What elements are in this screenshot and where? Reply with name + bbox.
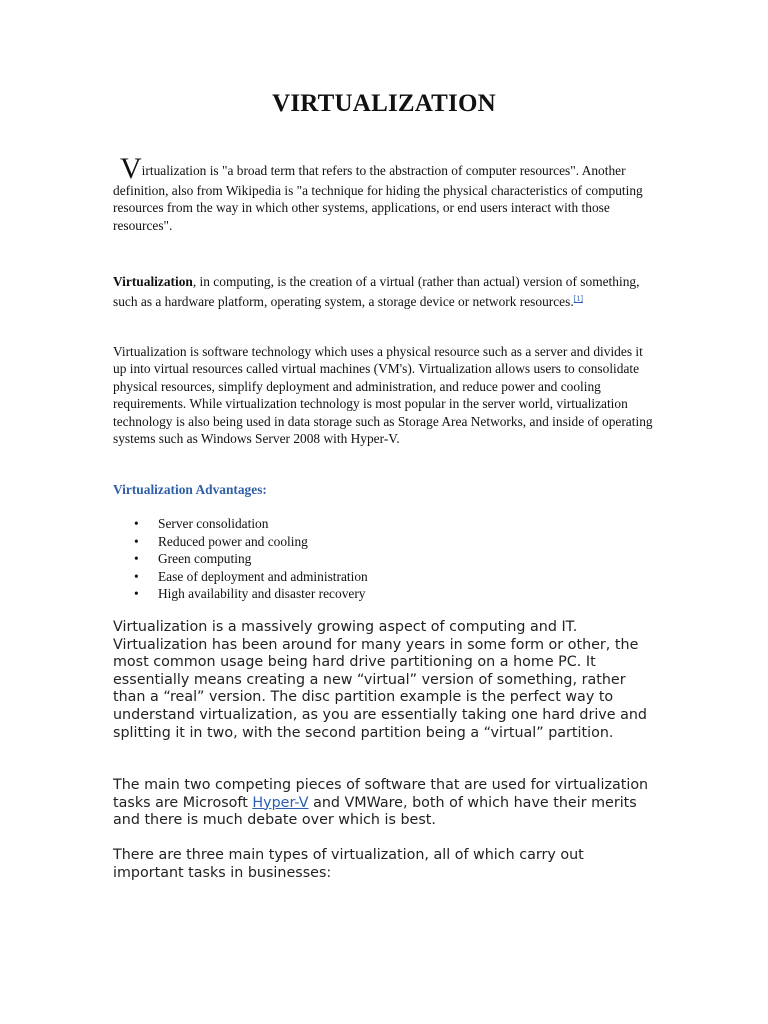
list-item: • High availability and disaster recovery: [134, 586, 366, 602]
intro-text: irtualization is "a broad term that refers to the abstraction of computer resources". Another definition, also from Wikipedia is "a technique for hiding the physical characteristics of computing resources from the way in which other systems, applications, or end users interact with those resources".: [113, 163, 643, 233]
definition-term: Virtualization: [113, 274, 193, 289]
bullet-icon: •: [134, 533, 139, 549]
intro-paragraph: [113, 152, 653, 234]
document-title: VIRTUALIZATION: [272, 90, 496, 117]
advantages-list: [113, 515, 368, 603]
virtualization-types-paragraph: There are three main types of virtualization, all of which carry out important tasks in businesses:: [113, 847, 584, 881]
definition-paragraph: [113, 273, 653, 311]
bullet-icon: •: [134, 516, 139, 531]
hyper-v-link[interactable]: Hyper-V: [252, 794, 309, 811]
list-item: • Green computing: [134, 551, 252, 567]
definition-text: , in computing, is the creation of a virtual (rather than actual) version of something, such as a hardware platform, operating system, a storage device or network resources.: [113, 274, 640, 310]
growing-aspect-paragraph: Virtualization is a massively growing aspect of computing and IT. Virtualization has been around for many years in some form or other, the most common usage being hard drive partitioning on a home PC. It essentially means creating a new “virtual” version of something, rather than a “real” version. The disc partition example is the perfect way to understand virtualization, as you are essentially taking one hard drive and splitting it in two, with the second partition being a “virtual” partition.: [113, 619, 648, 741]
advantages-heading: Virtualization Advantages:: [113, 482, 267, 497]
bullet-icon: •: [134, 551, 139, 567]
software-technology-paragraph: Virtualization is software technology which uses a physical resource such as a server and divides it up into virtual resources called virtual machines (VM's). Virtualization allows users to consolidate physical resources, simplify deployment and administration, and reduce power and cooling requirements. While virtualization technology is most popular in the server world, virtualization technology is also being used in data storage such as Storage Area Networks, and inside of operating systems such as Windows Server 2008 with Hyper-V.: [113, 344, 653, 447]
list-item: • Server consolidation: [134, 516, 269, 531]
bullet-icon: •: [134, 568, 139, 584]
footnote-reference-link[interactable]: [1]: [573, 294, 584, 304]
list-item: • Reduced power and cooling: [134, 533, 308, 549]
drop-cap: V: [120, 152, 142, 185]
bullet-icon: •: [134, 586, 139, 602]
competing-software-paragraph: The main two competing pieces of software that are used for virtualization tasks are Microsoft Hyper-V and VMWare, both of which have their merits and there is much debate over which is best.: [113, 777, 649, 829]
list-item: • Ease of deployment and administration: [134, 568, 368, 584]
